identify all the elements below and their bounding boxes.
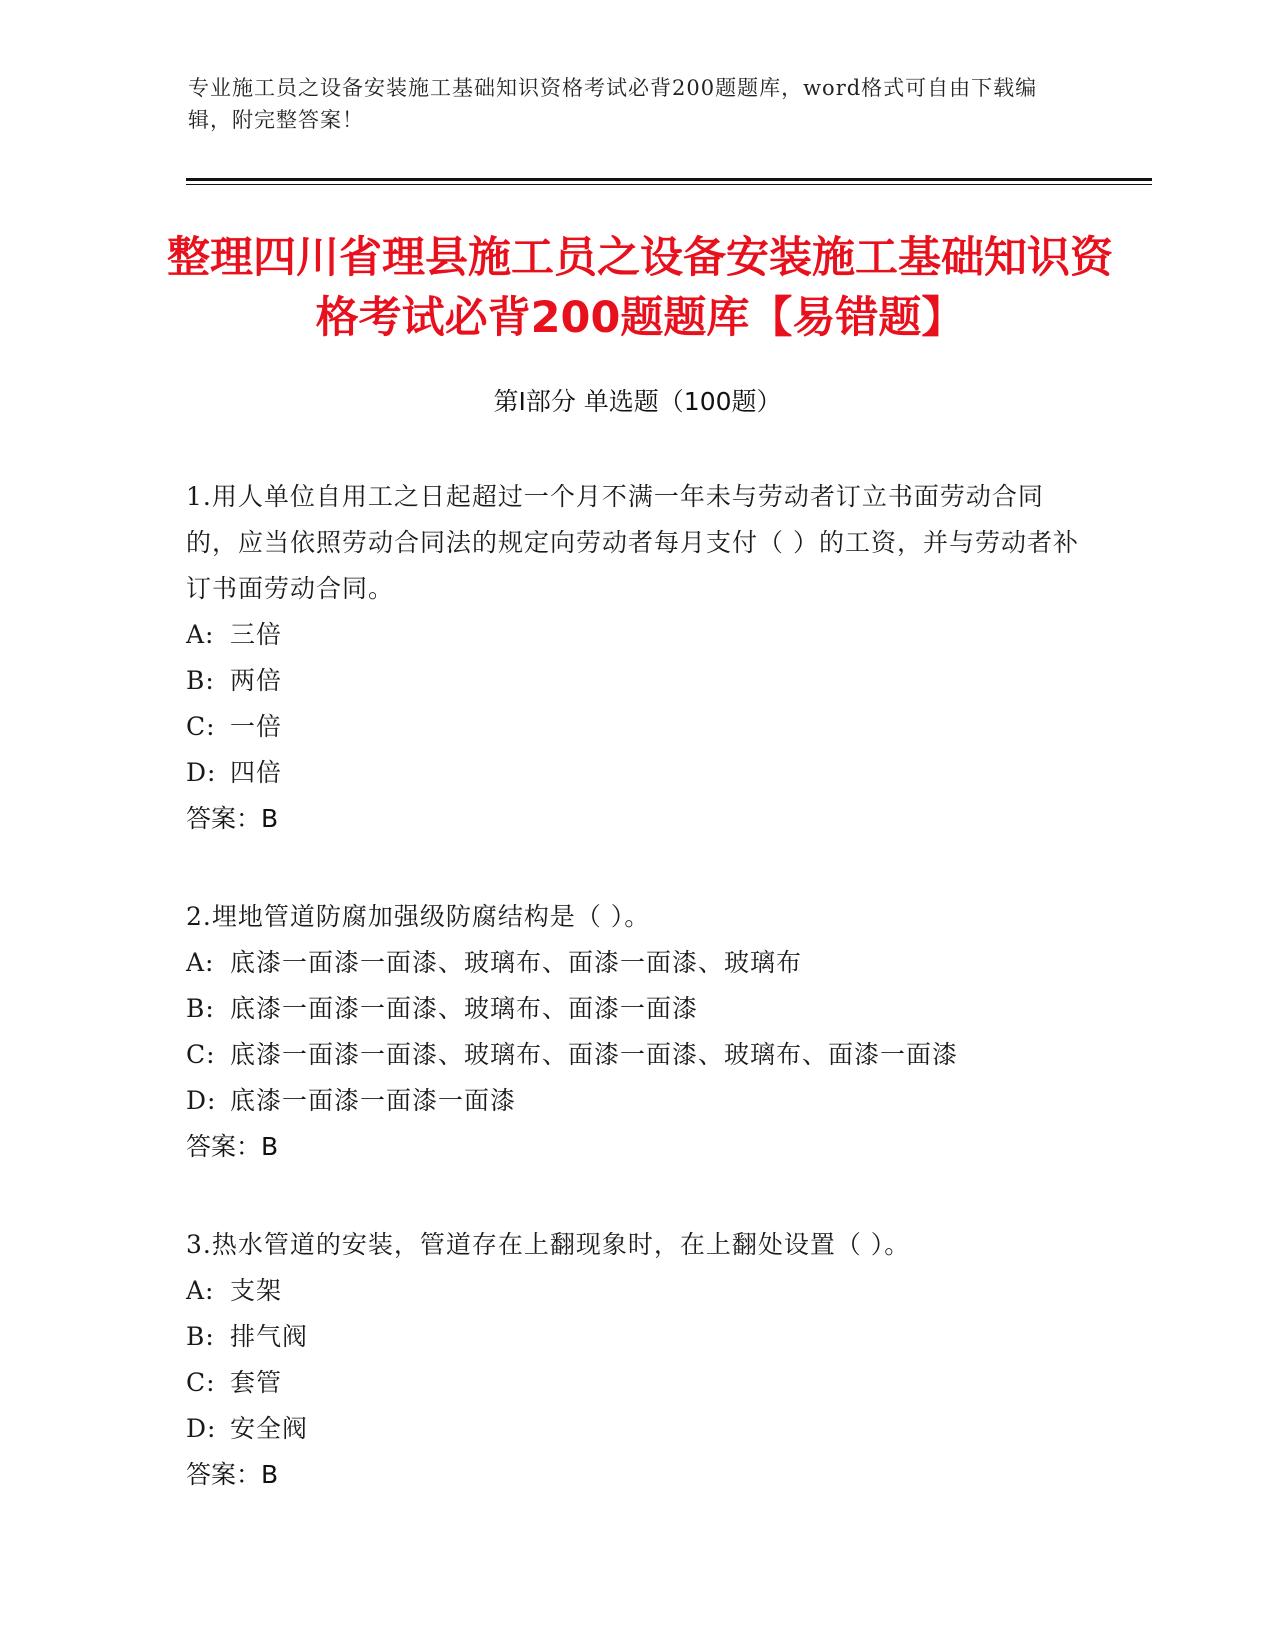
header-rule-thin: [186, 184, 1152, 185]
header-rule-thick: [186, 178, 1152, 181]
option-text: 三倍: [230, 620, 283, 649]
answer-line: 答案：B: [186, 804, 279, 833]
header-note: 专业施工员之设备安装施工基础知识资格考试必背200题题库，word格式可自由下载编辑，附完整答案！: [188, 76, 1038, 132]
option-text: 底漆一面漆一面漆、玻璃布、面漆一面漆、玻璃布、面漆一面漆: [230, 1040, 959, 1069]
option-text: 排气阀: [230, 1322, 309, 1351]
option-key: B:: [186, 666, 215, 695]
option-b: [186, 658, 1086, 704]
option-b: [186, 1314, 1086, 1360]
option-a: [186, 940, 1086, 986]
option-c: [186, 1360, 1086, 1406]
question-list: [186, 474, 1086, 1550]
option-key: C:: [186, 1368, 216, 1397]
section-title: 第I部分 单选题（100题）: [493, 387, 782, 416]
option-text: 两倍: [230, 666, 283, 695]
option-text: 一倍: [230, 712, 283, 741]
option-text: 底漆一面漆一面漆一面漆: [230, 1086, 517, 1115]
option-text: 套管: [230, 1368, 283, 1397]
question-stem: 2.埋地管道防腐加强级防腐结构是（ ）。: [186, 902, 651, 931]
option-key: A:: [186, 948, 215, 977]
option-text: 底漆一面漆一面漆、玻璃布、面漆一面漆: [230, 994, 699, 1023]
option-key: B:: [186, 1322, 215, 1351]
option-d: [186, 1078, 1086, 1124]
question-stem: 1.用人单位自用工之日起超过一个月不满一年未与劳动者订立书面劳动合同的，应当依照劳动合同法的规定向劳动者每月支付（ ）的工资，并与劳动者补订书面劳动合同。: [186, 482, 1079, 603]
option-key: C:: [186, 1040, 216, 1069]
option-c: [186, 704, 1086, 750]
option-a: [186, 612, 1086, 658]
option-key: B:: [186, 994, 215, 1023]
option-key: D:: [186, 758, 217, 787]
answer-line: 答案：B: [186, 1460, 279, 1489]
option-b: [186, 986, 1086, 1032]
option-key: D:: [186, 1086, 217, 1115]
option-text: 支架: [230, 1276, 283, 1305]
option-text: 底漆一面漆一面漆、玻璃布、面漆一面漆、玻璃布: [230, 948, 803, 977]
option-a: [186, 1268, 1086, 1314]
option-key: D:: [186, 1414, 217, 1443]
question-2: [186, 894, 1086, 1170]
option-c: [186, 1032, 1086, 1078]
question-stem: 3.热水管道的安装，管道存在上翻现象时，在上翻处设置（ ）。: [186, 1230, 911, 1259]
option-text: 安全阀: [230, 1414, 309, 1443]
question-1: [186, 474, 1086, 842]
option-key: A:: [186, 620, 215, 649]
option-d: [186, 750, 1086, 796]
option-key: A:: [186, 1276, 215, 1305]
option-d: [186, 1406, 1086, 1452]
option-text: 四倍: [230, 758, 283, 787]
question-3: [186, 1222, 1086, 1498]
option-key: C:: [186, 712, 216, 741]
answer-line: 答案：B: [186, 1132, 279, 1161]
document-title: 整理四川省理县施工员之设备安装施工基础知识资格考试必背200题题库【易错题】: [167, 233, 1113, 343]
